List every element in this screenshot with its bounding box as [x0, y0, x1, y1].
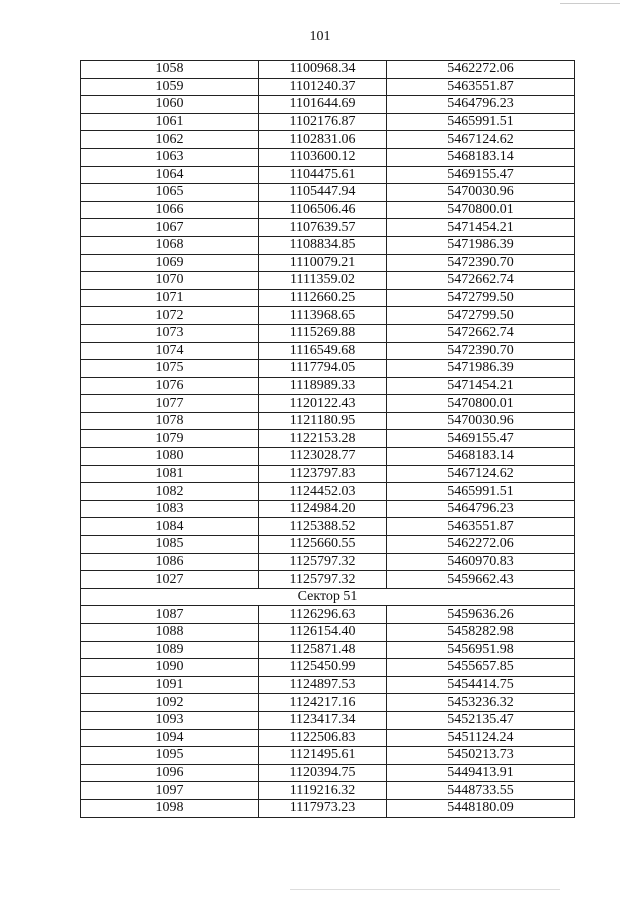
point-number-cell: 1086: [81, 553, 259, 571]
table-row: [81, 342, 575, 360]
table-row: [81, 500, 575, 518]
y-coordinate-cell: 5463551.87: [387, 78, 575, 96]
y-coordinate-cell: 5470030.96: [387, 412, 575, 430]
y-coordinate-cell: 5470800.01: [387, 201, 575, 219]
table-row: [81, 606, 575, 624]
table-row: [81, 782, 575, 800]
y-coordinate-cell: 5471986.39: [387, 360, 575, 378]
x-coordinate-cell: 1123028.77: [259, 448, 387, 466]
table-row: [81, 571, 575, 589]
y-coordinate-cell: 5465991.51: [387, 113, 575, 131]
y-coordinate-cell: 5471454.21: [387, 377, 575, 395]
y-coordinate-cell: 5468183.14: [387, 148, 575, 166]
table-row: [81, 96, 575, 114]
y-coordinate-cell: 5451124.24: [387, 729, 575, 747]
x-coordinate-cell: 1103600.12: [259, 148, 387, 166]
sector-label: Сектор 51: [81, 588, 575, 606]
x-coordinate-cell: 1117794.05: [259, 360, 387, 378]
point-number-cell: 1087: [81, 606, 259, 624]
table-row: [81, 553, 575, 571]
y-coordinate-cell: 5460970.83: [387, 553, 575, 571]
y-coordinate-cell: 5469155.47: [387, 166, 575, 184]
y-coordinate-cell: 5452135.47: [387, 711, 575, 729]
point-number-cell: 1096: [81, 764, 259, 782]
y-coordinate-cell: 5448180.09: [387, 799, 575, 817]
table-row: [81, 289, 575, 307]
table-row: [81, 61, 575, 79]
point-number-cell: 1076: [81, 377, 259, 395]
point-number-cell: 1091: [81, 676, 259, 694]
y-coordinate-cell: 5454414.75: [387, 676, 575, 694]
table-row: [81, 659, 575, 677]
x-coordinate-cell: 1102176.87: [259, 113, 387, 131]
point-number-cell: 1060: [81, 96, 259, 114]
y-coordinate-cell: 5472662.74: [387, 272, 575, 290]
table-row: [81, 711, 575, 729]
point-number-cell: 1079: [81, 430, 259, 448]
table-row: [81, 219, 575, 237]
point-number-cell: 1064: [81, 166, 259, 184]
x-coordinate-cell: 1120122.43: [259, 395, 387, 413]
x-coordinate-cell: 1107639.57: [259, 219, 387, 237]
point-number-cell: 1067: [81, 219, 259, 237]
x-coordinate-cell: 1122153.28: [259, 430, 387, 448]
y-coordinate-cell: 5469155.47: [387, 430, 575, 448]
y-coordinate-cell: 5470030.96: [387, 184, 575, 202]
point-number-cell: 1075: [81, 360, 259, 378]
x-coordinate-cell: 1108834.85: [259, 236, 387, 254]
x-coordinate-cell: 1113968.65: [259, 307, 387, 325]
y-coordinate-cell: 5465991.51: [387, 483, 575, 501]
x-coordinate-cell: 1125871.48: [259, 641, 387, 659]
point-number-cell: 1078: [81, 412, 259, 430]
table-row: [81, 236, 575, 254]
y-coordinate-cell: 5472390.70: [387, 342, 575, 360]
scan-edge-line: [560, 3, 620, 4]
point-number-cell: 1080: [81, 448, 259, 466]
table-row: [81, 641, 575, 659]
table-row: [81, 113, 575, 131]
x-coordinate-cell: 1125797.32: [259, 553, 387, 571]
point-number-cell: 1095: [81, 747, 259, 765]
point-number-cell: 1072: [81, 307, 259, 325]
y-coordinate-cell: 5453236.32: [387, 694, 575, 712]
x-coordinate-cell: 1124452.03: [259, 483, 387, 501]
point-number-cell: 1061: [81, 113, 259, 131]
table-row: [81, 272, 575, 290]
y-coordinate-cell: 5471986.39: [387, 236, 575, 254]
y-coordinate-cell: 5450213.73: [387, 747, 575, 765]
table-row: [81, 729, 575, 747]
y-coordinate-cell: 5464796.23: [387, 500, 575, 518]
point-number-cell: 1093: [81, 711, 259, 729]
point-number-cell: 1063: [81, 148, 259, 166]
table-row: [81, 536, 575, 554]
x-coordinate-cell: 1106506.46: [259, 201, 387, 219]
y-coordinate-cell: 5471454.21: [387, 219, 575, 237]
table-row: [81, 184, 575, 202]
y-coordinate-cell: 5459636.26: [387, 606, 575, 624]
coordinates-table: [80, 60, 575, 818]
table-row: [81, 201, 575, 219]
point-number-cell: 1065: [81, 184, 259, 202]
table-row: [81, 166, 575, 184]
y-coordinate-cell: 5459662.43: [387, 571, 575, 589]
point-number-cell: 1071: [81, 289, 259, 307]
x-coordinate-cell: 1121180.95: [259, 412, 387, 430]
table-row: [81, 78, 575, 96]
x-coordinate-cell: 1124897.53: [259, 676, 387, 694]
x-coordinate-cell: 1110079.21: [259, 254, 387, 272]
table-row: [81, 694, 575, 712]
x-coordinate-cell: 1101644.69: [259, 96, 387, 114]
x-coordinate-cell: 1100968.34: [259, 61, 387, 79]
coordinates-table-body: [81, 61, 575, 818]
x-coordinate-cell: 1126296.63: [259, 606, 387, 624]
table-row: [81, 624, 575, 642]
y-coordinate-cell: 5448733.55: [387, 782, 575, 800]
y-coordinate-cell: 5472390.70: [387, 254, 575, 272]
y-coordinate-cell: 5472799.50: [387, 307, 575, 325]
point-number-cell: 1082: [81, 483, 259, 501]
x-coordinate-cell: 1123417.34: [259, 711, 387, 729]
y-coordinate-cell: 5462272.06: [387, 536, 575, 554]
x-coordinate-cell: 1115269.88: [259, 324, 387, 342]
point-number-cell: 1089: [81, 641, 259, 659]
point-number-cell: 1092: [81, 694, 259, 712]
table-row: [81, 324, 575, 342]
point-number-cell: 1062: [81, 131, 259, 149]
y-coordinate-cell: 5470800.01: [387, 395, 575, 413]
y-coordinate-cell: 5467124.62: [387, 131, 575, 149]
sector-header-row: [81, 588, 575, 606]
x-coordinate-cell: 1122506.83: [259, 729, 387, 747]
x-coordinate-cell: 1121495.61: [259, 747, 387, 765]
x-coordinate-cell: 1124217.16: [259, 694, 387, 712]
point-number-cell: 1074: [81, 342, 259, 360]
table-row: [81, 799, 575, 817]
table-row: [81, 412, 575, 430]
table-row: [81, 131, 575, 149]
table-row: [81, 395, 575, 413]
x-coordinate-cell: 1124984.20: [259, 500, 387, 518]
point-number-cell: 1059: [81, 78, 259, 96]
point-number-cell: 1066: [81, 201, 259, 219]
table-row: [81, 430, 575, 448]
x-coordinate-cell: 1104475.61: [259, 166, 387, 184]
y-coordinate-cell: 5472662.74: [387, 324, 575, 342]
x-coordinate-cell: 1119216.32: [259, 782, 387, 800]
table-row: [81, 483, 575, 501]
y-coordinate-cell: 5449413.91: [387, 764, 575, 782]
x-coordinate-cell: 1117973.23: [259, 799, 387, 817]
page-number: 101: [309, 29, 331, 44]
y-coordinate-cell: 5456951.98: [387, 641, 575, 659]
table-row: [81, 360, 575, 378]
point-number-cell: 1094: [81, 729, 259, 747]
point-number-cell: 1070: [81, 272, 259, 290]
table-row: [81, 676, 575, 694]
table-row: [81, 148, 575, 166]
point-number-cell: 1073: [81, 324, 259, 342]
x-coordinate-cell: 1102831.06: [259, 131, 387, 149]
point-number-cell: 1058: [81, 61, 259, 79]
x-coordinate-cell: 1125450.99: [259, 659, 387, 677]
table-row: [81, 254, 575, 272]
y-coordinate-cell: 5463551.87: [387, 518, 575, 536]
y-coordinate-cell: 5472799.50: [387, 289, 575, 307]
scan-edge-line-bottom: [290, 889, 560, 890]
y-coordinate-cell: 5464796.23: [387, 96, 575, 114]
y-coordinate-cell: 5455657.85: [387, 659, 575, 677]
x-coordinate-cell: 1101240.37: [259, 78, 387, 96]
point-number-cell: 1084: [81, 518, 259, 536]
y-coordinate-cell: 5468183.14: [387, 448, 575, 466]
x-coordinate-cell: 1116549.68: [259, 342, 387, 360]
x-coordinate-cell: 1112660.25: [259, 289, 387, 307]
point-number-cell: 1097: [81, 782, 259, 800]
point-number-cell: 1069: [81, 254, 259, 272]
y-coordinate-cell: 5462272.06: [387, 61, 575, 79]
x-coordinate-cell: 1125797.32: [259, 571, 387, 589]
x-coordinate-cell: 1120394.75: [259, 764, 387, 782]
point-number-cell: 1090: [81, 659, 259, 677]
point-number-cell: 1088: [81, 624, 259, 642]
y-coordinate-cell: 5467124.62: [387, 465, 575, 483]
x-coordinate-cell: 1125660.55: [259, 536, 387, 554]
x-coordinate-cell: 1111359.02: [259, 272, 387, 290]
point-number-cell: 1068: [81, 236, 259, 254]
point-number-cell: 1077: [81, 395, 259, 413]
x-coordinate-cell: 1126154.40: [259, 624, 387, 642]
table-row: [81, 307, 575, 325]
point-number-cell: 1083: [81, 500, 259, 518]
x-coordinate-cell: 1123797.83: [259, 465, 387, 483]
point-number-cell: 1098: [81, 799, 259, 817]
x-coordinate-cell: 1105447.94: [259, 184, 387, 202]
x-coordinate-cell: 1118989.33: [259, 377, 387, 395]
point-number-cell: 1081: [81, 465, 259, 483]
table-row: [81, 377, 575, 395]
table-row: [81, 465, 575, 483]
table-row: [81, 448, 575, 466]
point-number-cell: 1085: [81, 536, 259, 554]
x-coordinate-cell: 1125388.52: [259, 518, 387, 536]
table-row: [81, 764, 575, 782]
point-number-cell: 1027: [81, 571, 259, 589]
table-row: [81, 518, 575, 536]
y-coordinate-cell: 5458282.98: [387, 624, 575, 642]
table-row: [81, 747, 575, 765]
